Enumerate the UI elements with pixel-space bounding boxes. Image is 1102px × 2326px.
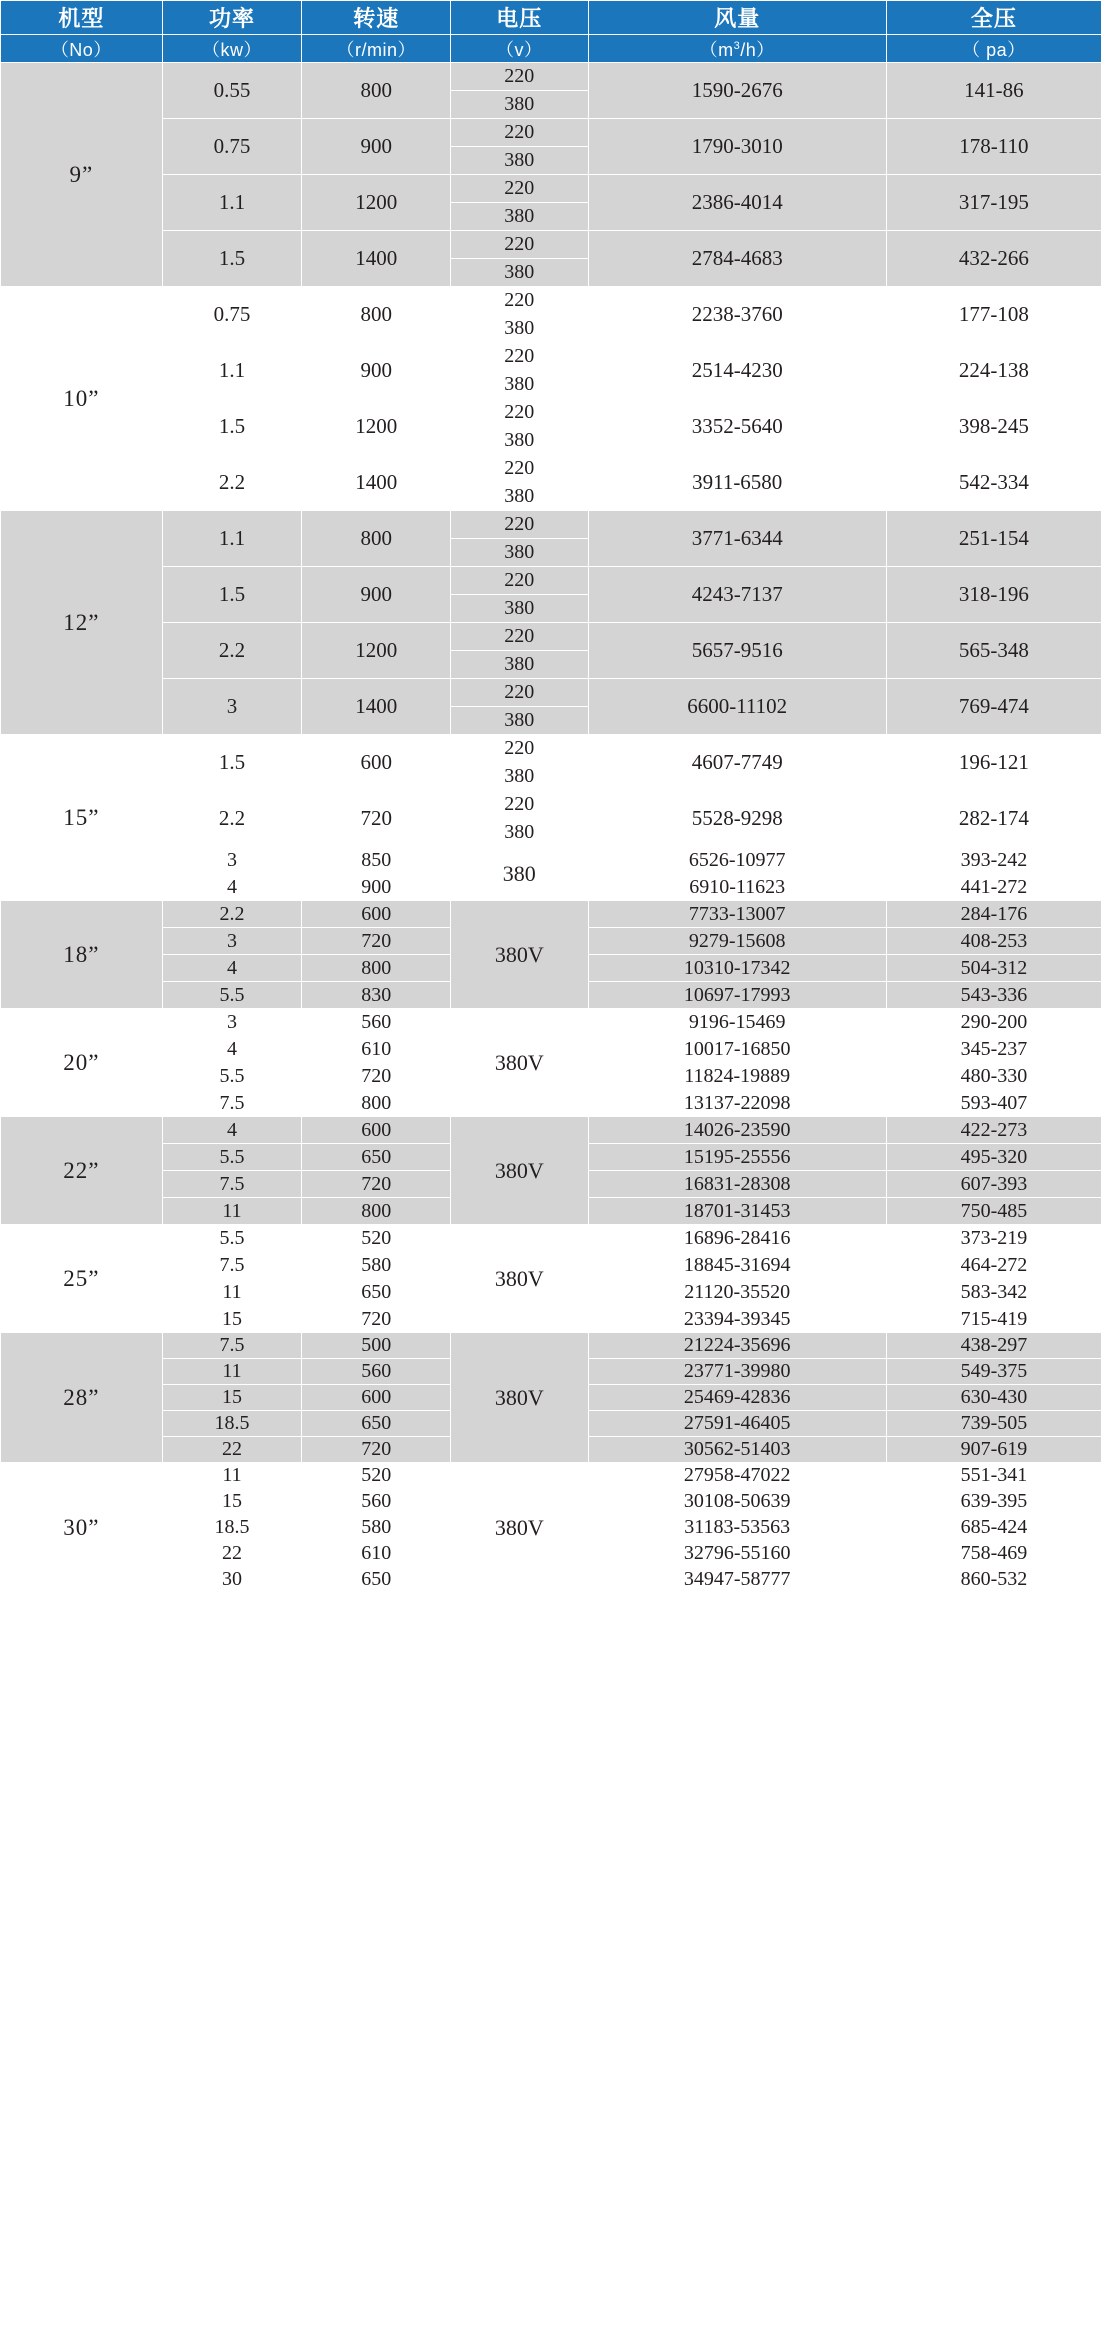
table-row [1,623,1102,651]
speed-cell: 720 [302,1437,451,1463]
speed-cell: 610 [302,1541,451,1567]
table-row [1,847,1102,874]
pressure-cell: 495-320 [886,1144,1101,1171]
airflow-cell: 32796-55160 [588,1541,886,1567]
table-row [1,1333,1102,1359]
table-row [1,735,1102,763]
pressure-cell: 583-342 [886,1279,1101,1306]
pressure-cell: 607-393 [886,1171,1101,1198]
airflow-cell: 6600-11102 [588,679,886,735]
table-row [1,901,1102,928]
voltage-cell: 220 [450,63,588,91]
voltage-cell: 380 [450,315,588,343]
power-cell: 2.2 [162,623,302,679]
table-row [1,1009,1102,1036]
table-row [1,343,1102,371]
airflow-cell: 4243-7137 [588,567,886,623]
airflow-cell: 25469-42836 [588,1385,886,1411]
pressure-cell: 504-312 [886,955,1101,982]
voltage-cell: 220 [450,735,588,763]
voltage-cell: 380 [450,427,588,455]
table-row [1,1225,1102,1252]
airflow-cell: 6910-11623 [588,874,886,901]
pressure-cell: 251-154 [886,511,1101,567]
voltage-cell: 380 [450,147,588,175]
header-row-units [1,35,1102,63]
power-cell: 3 [162,1009,302,1036]
voltage-cell: 380 [450,847,588,901]
airflow-cell: 30108-50639 [588,1489,886,1515]
power-cell: 30 [162,1567,302,1593]
model-cell: 22” [1,1117,163,1225]
power-cell: 15 [162,1385,302,1411]
model-cell: 18” [1,901,163,1009]
voltage-cell: 380V [450,1333,588,1463]
power-cell: 18.5 [162,1411,302,1437]
speed-cell: 600 [302,735,451,791]
speed-cell: 600 [302,901,451,928]
power-cell: 5.5 [162,1063,302,1090]
voltage-cell: 380 [450,91,588,119]
pressure-cell: 542-334 [886,455,1101,511]
power-cell: 2.2 [162,901,302,928]
power-cell: 11 [162,1359,302,1385]
airflow-cell: 27958-47022 [588,1463,886,1489]
speed-cell: 800 [302,511,451,567]
power-cell: 4 [162,1036,302,1063]
power-cell: 1.5 [162,567,302,623]
table-row [1,455,1102,483]
pressure-cell: 464-272 [886,1252,1101,1279]
pressure-cell: 549-375 [886,1359,1101,1385]
pressure-cell: 441-272 [886,874,1101,901]
power-cell: 4 [162,955,302,982]
airflow-cell: 5528-9298 [588,791,886,847]
voltage-cell: 220 [450,791,588,819]
voltage-cell: 380 [450,203,588,231]
speed-cell: 560 [302,1359,451,1385]
pressure-cell: 282-174 [886,791,1101,847]
pressure-cell: 290-200 [886,1009,1101,1036]
speed-cell: 720 [302,1171,451,1198]
speed-cell: 830 [302,982,451,1009]
speed-cell: 600 [302,1385,451,1411]
power-cell: 5.5 [162,1144,302,1171]
model-cell: 25” [1,1225,163,1333]
speed-cell: 720 [302,1063,451,1090]
speed-cell: 850 [302,847,451,874]
speed-cell: 560 [302,1489,451,1515]
speed-cell: 650 [302,1411,451,1437]
airflow-cell: 9196-15469 [588,1009,886,1036]
voltage-cell: 380 [450,483,588,511]
model-cell: 10” [1,287,163,511]
speed-cell: 800 [302,1090,451,1117]
voltage-cell: 380V [450,1009,588,1117]
voltage-cell: 380V [450,1117,588,1225]
power-cell: 11 [162,1463,302,1489]
table-row [1,1117,1102,1144]
table-row [1,679,1102,707]
voltage-cell: 380V [450,1463,588,1593]
pressure-cell: 480-330 [886,1063,1101,1090]
power-cell: 0.75 [162,287,302,343]
voltage-cell: 380 [450,595,588,623]
power-cell: 3 [162,928,302,955]
pressure-cell: 345-237 [886,1036,1101,1063]
model-cell: 30” [1,1463,163,1593]
power-cell: 7.5 [162,1171,302,1198]
table-row [1,231,1102,259]
voltage-cell: 220 [450,343,588,371]
pressure-cell: 750-485 [886,1198,1101,1225]
power-cell: 1.1 [162,511,302,567]
speed-cell: 650 [302,1567,451,1593]
pressure-cell: 685-424 [886,1515,1101,1541]
power-cell: 2.2 [162,455,302,511]
power-cell: 4 [162,874,302,901]
pressure-cell: 543-336 [886,982,1101,1009]
voltage-cell: 220 [450,623,588,651]
table-row [1,791,1102,819]
power-cell: 4 [162,1117,302,1144]
pressure-cell: 318-196 [886,567,1101,623]
pressure-cell: 769-474 [886,679,1101,735]
speed-cell: 580 [302,1252,451,1279]
pressure-cell: 373-219 [886,1225,1101,1252]
table-row [1,63,1102,91]
airflow-cell: 3771-6344 [588,511,886,567]
voltage-cell: 380 [450,259,588,287]
voltage-cell: 220 [450,231,588,259]
table-row [1,119,1102,147]
airflow-cell: 23394-39345 [588,1306,886,1333]
power-cell: 0.55 [162,63,302,119]
power-cell: 1.5 [162,735,302,791]
table-body [1,63,1102,1593]
airflow-cell: 1790-3010 [588,119,886,175]
speed-cell: 720 [302,928,451,955]
pressure-cell: 438-297 [886,1333,1101,1359]
voltage-cell: 220 [450,399,588,427]
header-unit-voltage: （v） [450,35,588,63]
airflow-cell: 10697-17993 [588,982,886,1009]
speed-cell: 800 [302,63,451,119]
pressure-cell: 907-619 [886,1437,1101,1463]
voltage-cell: 380 [450,763,588,791]
table-row [1,511,1102,539]
table-header [1,1,1102,63]
voltage-cell: 220 [450,567,588,595]
table-row [1,567,1102,595]
pressure-cell: 224-138 [886,343,1101,399]
pressure-cell: 630-430 [886,1385,1101,1411]
airflow-cell: 21224-35696 [588,1333,886,1359]
speed-cell: 1200 [302,623,451,679]
power-cell: 3 [162,679,302,735]
airflow-cell: 7733-13007 [588,901,886,928]
speed-cell: 600 [302,1117,451,1144]
speed-cell: 900 [302,343,451,399]
airflow-cell: 3911-6580 [588,455,886,511]
speed-cell: 610 [302,1036,451,1063]
power-cell: 22 [162,1437,302,1463]
speed-cell: 800 [302,1198,451,1225]
table-row [1,1463,1102,1489]
model-cell: 28” [1,1333,163,1463]
model-cell: 15” [1,735,163,901]
speed-cell: 720 [302,791,451,847]
header-speed: 转速 [302,1,451,35]
airflow-unit-prefix: （m [699,39,734,60]
speed-cell: 900 [302,874,451,901]
speed-cell: 520 [302,1463,451,1489]
pressure-cell: 393-242 [886,847,1101,874]
airflow-cell: 15195-25556 [588,1144,886,1171]
airflow-cell: 2514-4230 [588,343,886,399]
model-cell: 9” [1,63,163,287]
power-cell: 1.5 [162,231,302,287]
speed-cell: 1200 [302,399,451,455]
power-cell: 5.5 [162,982,302,1009]
pressure-cell: 860-532 [886,1567,1101,1593]
pressure-cell: 565-348 [886,623,1101,679]
speed-cell: 1400 [302,679,451,735]
voltage-cell: 380 [450,539,588,567]
power-cell: 1.1 [162,175,302,231]
pressure-cell: 739-505 [886,1411,1101,1437]
pressure-cell: 284-176 [886,901,1101,928]
power-cell: 1.5 [162,399,302,455]
airflow-unit-suffix: /h） [740,39,775,60]
header-unit-airflow [588,35,886,63]
speed-cell: 1400 [302,231,451,287]
speed-cell: 520 [302,1225,451,1252]
power-cell: 15 [162,1489,302,1515]
model-cell: 12” [1,511,163,735]
power-cell: 22 [162,1541,302,1567]
speed-cell: 580 [302,1515,451,1541]
header-airflow: 风量 [588,1,886,35]
airflow-cell: 1590-2676 [588,63,886,119]
airflow-cell: 10017-16850 [588,1036,886,1063]
airflow-cell: 18845-31694 [588,1252,886,1279]
airflow-cell: 10310-17342 [588,955,886,982]
table-row [1,175,1102,203]
voltage-cell: 380 [450,819,588,847]
power-cell: 7.5 [162,1090,302,1117]
speed-cell: 900 [302,119,451,175]
speed-cell: 800 [302,955,451,982]
speed-cell: 900 [302,567,451,623]
voltage-cell: 220 [450,175,588,203]
pressure-cell: 317-195 [886,175,1101,231]
voltage-cell: 380 [450,371,588,399]
voltage-cell: 380V [450,1225,588,1333]
pressure-cell: 593-407 [886,1090,1101,1117]
voltage-cell: 220 [450,679,588,707]
header-unit-speed: （r/min） [302,35,451,63]
airflow-cell: 5657-9516 [588,623,886,679]
voltage-cell: 380 [450,651,588,679]
airflow-cell: 4607-7749 [588,735,886,791]
airflow-cell: 3352-5640 [588,399,886,455]
airflow-cell: 23771-39980 [588,1359,886,1385]
pressure-cell: 551-341 [886,1463,1101,1489]
header-voltage: 电压 [450,1,588,35]
pressure-cell: 422-273 [886,1117,1101,1144]
speed-cell: 650 [302,1279,451,1306]
airflow-cell: 2386-4014 [588,175,886,231]
header-unit-pressure: （ pa） [886,35,1101,63]
table-row [1,287,1102,315]
pressure-cell: 178-110 [886,119,1101,175]
pressure-cell: 177-108 [886,287,1101,343]
airflow-cell: 2238-3760 [588,287,886,343]
voltage-cell: 380 [450,707,588,735]
voltage-cell: 220 [450,119,588,147]
airflow-cell: 16896-28416 [588,1225,886,1252]
airflow-cell: 16831-28308 [588,1171,886,1198]
power-cell: 18.5 [162,1515,302,1541]
airflow-cell: 14026-23590 [588,1117,886,1144]
speed-cell: 500 [302,1333,451,1359]
pressure-cell: 758-469 [886,1541,1101,1567]
header-total-pressure: 全压 [886,1,1101,35]
power-cell: 11 [162,1279,302,1306]
header-unit-power: （kw） [162,35,302,63]
airflow-cell: 31183-53563 [588,1515,886,1541]
airflow-cell: 18701-31453 [588,1198,886,1225]
table-row [1,399,1102,427]
header-unit-model: （No） [1,35,163,63]
airflow-cell: 21120-35520 [588,1279,886,1306]
speed-cell: 1200 [302,175,451,231]
voltage-cell: 380V [450,901,588,1009]
model-cell: 20” [1,1009,163,1117]
power-cell: 11 [162,1198,302,1225]
voltage-cell: 220 [450,455,588,483]
power-cell: 3 [162,847,302,874]
voltage-cell: 220 [450,287,588,315]
pressure-cell: 432-266 [886,231,1101,287]
airflow-cell: 6526-10977 [588,847,886,874]
pressure-cell: 639-395 [886,1489,1101,1515]
pressure-cell: 141-86 [886,63,1101,119]
header-power: 功率 [162,1,302,35]
power-cell: 5.5 [162,1225,302,1252]
pressure-cell: 196-121 [886,735,1101,791]
speed-cell: 800 [302,287,451,343]
power-cell: 0.75 [162,119,302,175]
speed-cell: 560 [302,1009,451,1036]
speed-cell: 720 [302,1306,451,1333]
header-row-main [1,1,1102,35]
pressure-cell: 398-245 [886,399,1101,455]
speed-cell: 650 [302,1144,451,1171]
speed-cell: 1400 [302,455,451,511]
airflow-cell: 11824-19889 [588,1063,886,1090]
airflow-cell: 30562-51403 [588,1437,886,1463]
pressure-cell: 715-419 [886,1306,1101,1333]
header-model: 机型 [1,1,163,35]
pressure-cell: 408-253 [886,928,1101,955]
power-cell: 1.1 [162,343,302,399]
airflow-cell: 2784-4683 [588,231,886,287]
airflow-cell: 13137-22098 [588,1090,886,1117]
power-cell: 7.5 [162,1252,302,1279]
airflow-unit-exponent: 3 [733,39,741,52]
power-cell: 7.5 [162,1333,302,1359]
airflow-cell: 27591-46405 [588,1411,886,1437]
airflow-cell: 9279-15608 [588,928,886,955]
power-cell: 2.2 [162,791,302,847]
voltage-cell: 220 [450,511,588,539]
power-cell: 15 [162,1306,302,1333]
airflow-cell: 34947-58777 [588,1567,886,1593]
